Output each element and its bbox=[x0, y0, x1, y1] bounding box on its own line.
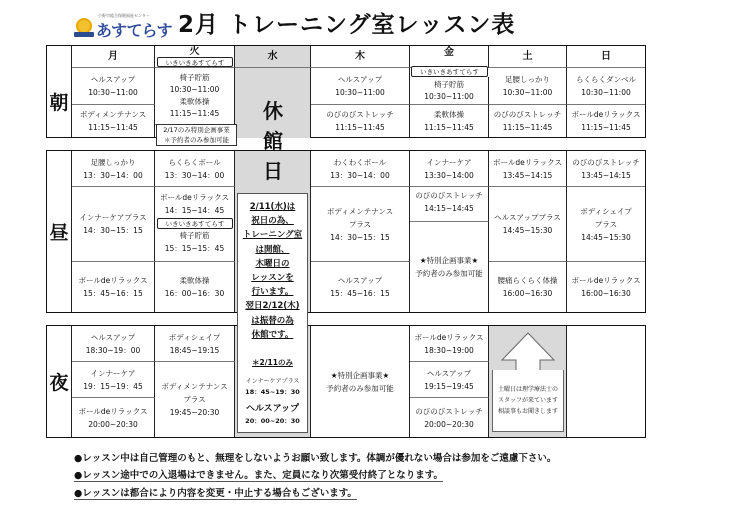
notice-line: 休館です。 bbox=[251, 329, 294, 340]
lesson-cell bbox=[311, 262, 410, 312]
lesson-cell bbox=[311, 105, 410, 137]
lesson-time: 11:15~11:45 bbox=[581, 123, 631, 132]
lesson-time: 20:00~20:30 bbox=[88, 419, 138, 429]
lesson-time: 20:00~20:30 bbox=[424, 419, 474, 429]
lesson-cell bbox=[155, 362, 235, 437]
lesson-time: 15：45~16：15 bbox=[83, 289, 143, 298]
period-label-evening: 夜 bbox=[47, 326, 72, 437]
lesson-name: ヘルスアップ bbox=[337, 75, 383, 84]
lesson-time: 13:45~14:15 bbox=[502, 170, 553, 180]
lesson-time: 14：15~14：45 bbox=[164, 206, 225, 215]
lesson-name: インナーケア bbox=[90, 368, 136, 378]
lesson-time: 13：30~14：00 bbox=[330, 170, 390, 180]
lesson-name: ボディメンテナンス bbox=[79, 110, 147, 119]
lesson-time: 10:30~11:00 bbox=[424, 91, 474, 101]
closed-day-label bbox=[235, 96, 311, 186]
lesson-name: ボールdeリラックス bbox=[493, 157, 562, 167]
lesson-name: わくわくボール bbox=[333, 157, 387, 167]
lesson-name: ヘルスアップ bbox=[90, 332, 136, 342]
lesson-time: 19:45~20:30 bbox=[169, 408, 220, 417]
lesson-cell bbox=[567, 187, 645, 262]
logo-text: あすてらす bbox=[96, 21, 172, 40]
special-event-cell bbox=[311, 326, 410, 437]
ikiiki-tag-tue-afternoon: いきいきあすてらす bbox=[157, 218, 233, 229]
lesson-name: インナーケアプラス bbox=[245, 378, 300, 386]
special-event-title: ★特別企画事業★ bbox=[419, 256, 479, 265]
footer-note-3: ●レッスンは都合により内容を変更・中止する場合もございます。 bbox=[74, 485, 357, 500]
day-label: 金 bbox=[444, 47, 454, 58]
notice-line: 翌日2/12(木) bbox=[245, 301, 300, 312]
lesson-name: 足腰しっかり bbox=[505, 75, 550, 84]
lesson-name: のびのびストレッチ bbox=[493, 110, 562, 119]
day-header-wed: 水 bbox=[235, 46, 311, 68]
lesson-name: インナーケア bbox=[426, 157, 472, 167]
logo-subtitle: 小野市総合保健福祉センター bbox=[98, 13, 150, 18]
day-header-sun: 日 bbox=[567, 46, 645, 68]
lesson-cell bbox=[410, 362, 489, 398]
lesson-time: 10:30~11:00 bbox=[169, 85, 220, 94]
lesson-name: ヘルスアッププラス bbox=[494, 213, 561, 222]
day-header-fri bbox=[410, 46, 489, 68]
lesson-cell bbox=[311, 68, 410, 105]
lesson-name: ヘルスアップ bbox=[337, 276, 383, 285]
day-header-thu: 木 bbox=[311, 46, 410, 68]
page-title: 2月 トレーニング室レッスン表 bbox=[178, 12, 516, 38]
lesson-cell bbox=[155, 262, 235, 312]
lesson-name: ボディメンテナンス bbox=[161, 382, 228, 391]
lesson-cell bbox=[410, 187, 489, 222]
lesson-time: 19：15~19：45 bbox=[83, 381, 143, 391]
lesson-cell bbox=[489, 105, 567, 137]
lesson-time: 18:30~19:00 bbox=[424, 345, 474, 355]
lesson-time: 16:00~16:30 bbox=[502, 289, 553, 298]
day-header-mon: 月 bbox=[72, 46, 155, 68]
lesson-name: ボディシェイプ bbox=[168, 332, 221, 342]
special-event-title: ★特別企画事業★ bbox=[330, 370, 390, 380]
note-line: 土曜日は理学療法士の bbox=[497, 386, 558, 393]
lesson-group bbox=[165, 229, 224, 255]
lesson-name: 腰痛らくらく体操 bbox=[497, 276, 558, 285]
lesson-cell bbox=[72, 68, 155, 105]
day-label: 火 bbox=[189, 46, 200, 57]
special-event-note: 予約者のみ参加可能 bbox=[326, 383, 394, 393]
lesson-cell bbox=[72, 151, 155, 187]
logo bbox=[74, 10, 172, 40]
lesson-cell bbox=[410, 77, 489, 105]
lesson-name: プラス bbox=[594, 219, 618, 229]
lesson-time: 16:00~16:30 bbox=[581, 289, 631, 298]
lesson-cell bbox=[410, 105, 489, 137]
lesson-name: プラス bbox=[183, 395, 206, 404]
day-header-sat: 土 bbox=[489, 46, 567, 68]
lesson-name: 椅子貯筋 bbox=[179, 231, 210, 240]
lesson-name: 足腰しっかり bbox=[90, 157, 136, 167]
lesson-time: 10:30~11:00 bbox=[335, 88, 385, 97]
lesson-time: 14：30~15：15 bbox=[83, 226, 143, 235]
lesson-time: 11:15~11:45 bbox=[424, 123, 474, 132]
lesson-time: 18：45~19：30 bbox=[245, 388, 300, 397]
closed-char: 館 bbox=[263, 129, 283, 153]
lesson-name: ボールdeリラックス bbox=[78, 406, 148, 416]
lesson-cell bbox=[567, 151, 645, 187]
special-event-note: 予約者のみ参加可能 bbox=[415, 269, 483, 278]
lesson-time: 11:15~11:45 bbox=[502, 123, 553, 132]
lesson-name: ヘルスアップ bbox=[426, 368, 472, 378]
lesson-name: のびのびストレッチ bbox=[415, 406, 483, 416]
lesson-time: 13:45~14:15 bbox=[581, 170, 631, 180]
lesson-time: 14:45~15:30 bbox=[502, 226, 553, 235]
lesson-name: プラス bbox=[348, 219, 372, 229]
lesson-cell-empty bbox=[567, 326, 645, 437]
note-line: スタッフが来ています bbox=[497, 397, 558, 404]
lesson-cell bbox=[72, 187, 155, 262]
period-label-afternoon: 昼 bbox=[47, 151, 72, 312]
lesson-time: 11:15~11:45 bbox=[88, 123, 138, 132]
notice-line: 祝日の為、 bbox=[251, 216, 294, 227]
lesson-time: 11:15~11:45 bbox=[335, 123, 385, 132]
lesson-cell bbox=[567, 262, 645, 312]
lesson-cell bbox=[489, 68, 567, 105]
arrow-up-icon bbox=[500, 332, 556, 372]
lesson-name: のびのびストレッチ bbox=[415, 191, 483, 200]
lesson-name: 椅子貯筋 bbox=[434, 79, 464, 89]
lesson-time: 10:30~11:00 bbox=[88, 88, 138, 97]
lesson-name: ヘルスアップ bbox=[90, 75, 136, 84]
lesson-cell bbox=[155, 326, 235, 362]
lesson-cell bbox=[72, 326, 155, 362]
lesson-cell bbox=[72, 398, 155, 437]
lesson-cell bbox=[489, 151, 567, 187]
notice-line: は開館、 bbox=[255, 244, 290, 255]
ikiiki-tag-tue: いきいきあすてらす bbox=[157, 57, 233, 67]
lesson-cell bbox=[311, 187, 410, 262]
lesson-time: 15：45~16：15 bbox=[330, 289, 390, 298]
lesson-time: 14:45~15:30 bbox=[581, 232, 631, 242]
lesson-time: 19:15~19:45 bbox=[424, 381, 474, 391]
lesson-name: ボールdeリラックス bbox=[414, 332, 484, 342]
period-label-morning: 朝 bbox=[47, 46, 72, 137]
physio-note bbox=[492, 370, 564, 432]
lesson-time: 14:15~14:45 bbox=[424, 204, 474, 213]
lesson-cell bbox=[489, 262, 567, 312]
lesson-time: 10:30~11:00 bbox=[581, 88, 631, 97]
lesson-cell bbox=[489, 187, 567, 262]
lesson-cell bbox=[72, 362, 155, 398]
lesson-cell bbox=[155, 151, 235, 187]
lesson-name: 柔軟体操 bbox=[434, 110, 464, 119]
lesson-name: ボールdeリラックス bbox=[78, 276, 148, 285]
lesson-time: 16：00~16：30 bbox=[164, 289, 225, 298]
lesson-name: のびのびストレッチ bbox=[326, 110, 394, 119]
lesson-time: 20：00~20：30 bbox=[245, 417, 300, 426]
lesson-cell bbox=[567, 68, 645, 105]
notice-line: レッスンを bbox=[251, 273, 294, 284]
lesson-time: 13：30~14：00 bbox=[164, 170, 225, 180]
lesson-name: 柔軟体操 bbox=[179, 97, 210, 106]
closed-char: 休 bbox=[263, 99, 283, 123]
lesson-cell bbox=[155, 68, 235, 125]
logo-base bbox=[74, 32, 94, 37]
note-line: 相談事もお聞きします bbox=[497, 408, 558, 415]
lesson-time: 18:30~19：00 bbox=[85, 345, 141, 355]
notice-line: 木曜日の bbox=[255, 258, 290, 269]
lesson-time: 18:45~19:15 bbox=[169, 345, 220, 355]
special-note-2-17 bbox=[156, 124, 237, 146]
lesson-name: ボールdeリラックス bbox=[160, 193, 229, 202]
lesson-name: らくらくボール bbox=[168, 157, 221, 167]
only-label: ＊2/11のみ bbox=[252, 358, 293, 368]
note-line: ＊予約者のみ参加可能 bbox=[164, 136, 229, 144]
lesson-cell bbox=[410, 398, 489, 437]
lesson-time: 15：15~15：45 bbox=[164, 244, 225, 253]
note-line: 2/17のみ特別企画事業 bbox=[163, 126, 230, 134]
lesson-name: ボディメンテナンス bbox=[326, 206, 394, 216]
footer-note-2: ●レッスン途中での入退場はできません。また、定員になり次第受付終了となります。 bbox=[74, 467, 443, 482]
lesson-cell bbox=[72, 262, 155, 312]
lesson-cell bbox=[72, 105, 155, 137]
lesson-name: ボディシェイプ bbox=[580, 206, 632, 216]
notice-line: トレーニング室 bbox=[242, 230, 303, 241]
lesson-name: らくらくダンベル bbox=[575, 75, 637, 84]
lesson-name: 柔軟体操 bbox=[179, 276, 210, 285]
lesson-name: のびのびストレッチ bbox=[572, 157, 640, 167]
ikiiki-tag-fri: いきいきあすてらす bbox=[411, 66, 488, 77]
lesson-name: ヘルスアップ bbox=[245, 404, 300, 415]
lesson-cell bbox=[567, 105, 645, 137]
notice-line: 行います。 bbox=[251, 287, 294, 298]
lesson-cell bbox=[410, 326, 489, 362]
lesson-group bbox=[160, 191, 229, 217]
lesson-time: 11:15~11:45 bbox=[169, 109, 220, 118]
lesson-cell bbox=[311, 151, 410, 187]
closed-char: 日 bbox=[263, 159, 283, 183]
notice-line: 2/11(水)は bbox=[249, 202, 296, 212]
lesson-name: ボールdeリラックス bbox=[571, 276, 641, 285]
footer-note-1: ●レッスン中は自己管理のもと、無理をしないようお願い致します。体調が優れない場合は参加をご遠慮下さい。 bbox=[74, 453, 557, 464]
lesson-name: 椅子貯筋 bbox=[179, 73, 210, 82]
lesson-time: 13:30~14:00 bbox=[424, 170, 474, 180]
lesson-time: 13：30~14：00 bbox=[83, 170, 143, 180]
holiday-notice bbox=[237, 193, 308, 433]
lesson-time: 10:30~11:00 bbox=[502, 88, 553, 97]
lesson-name: ボールdeリラックス bbox=[571, 110, 641, 119]
lesson-time: 14：30~15：15 bbox=[330, 232, 390, 242]
lesson-cell bbox=[410, 151, 489, 187]
lesson-name: インナーケアプラス bbox=[79, 213, 147, 222]
special-event-cell bbox=[410, 222, 489, 312]
notice-line: は振替の為 bbox=[251, 315, 294, 326]
